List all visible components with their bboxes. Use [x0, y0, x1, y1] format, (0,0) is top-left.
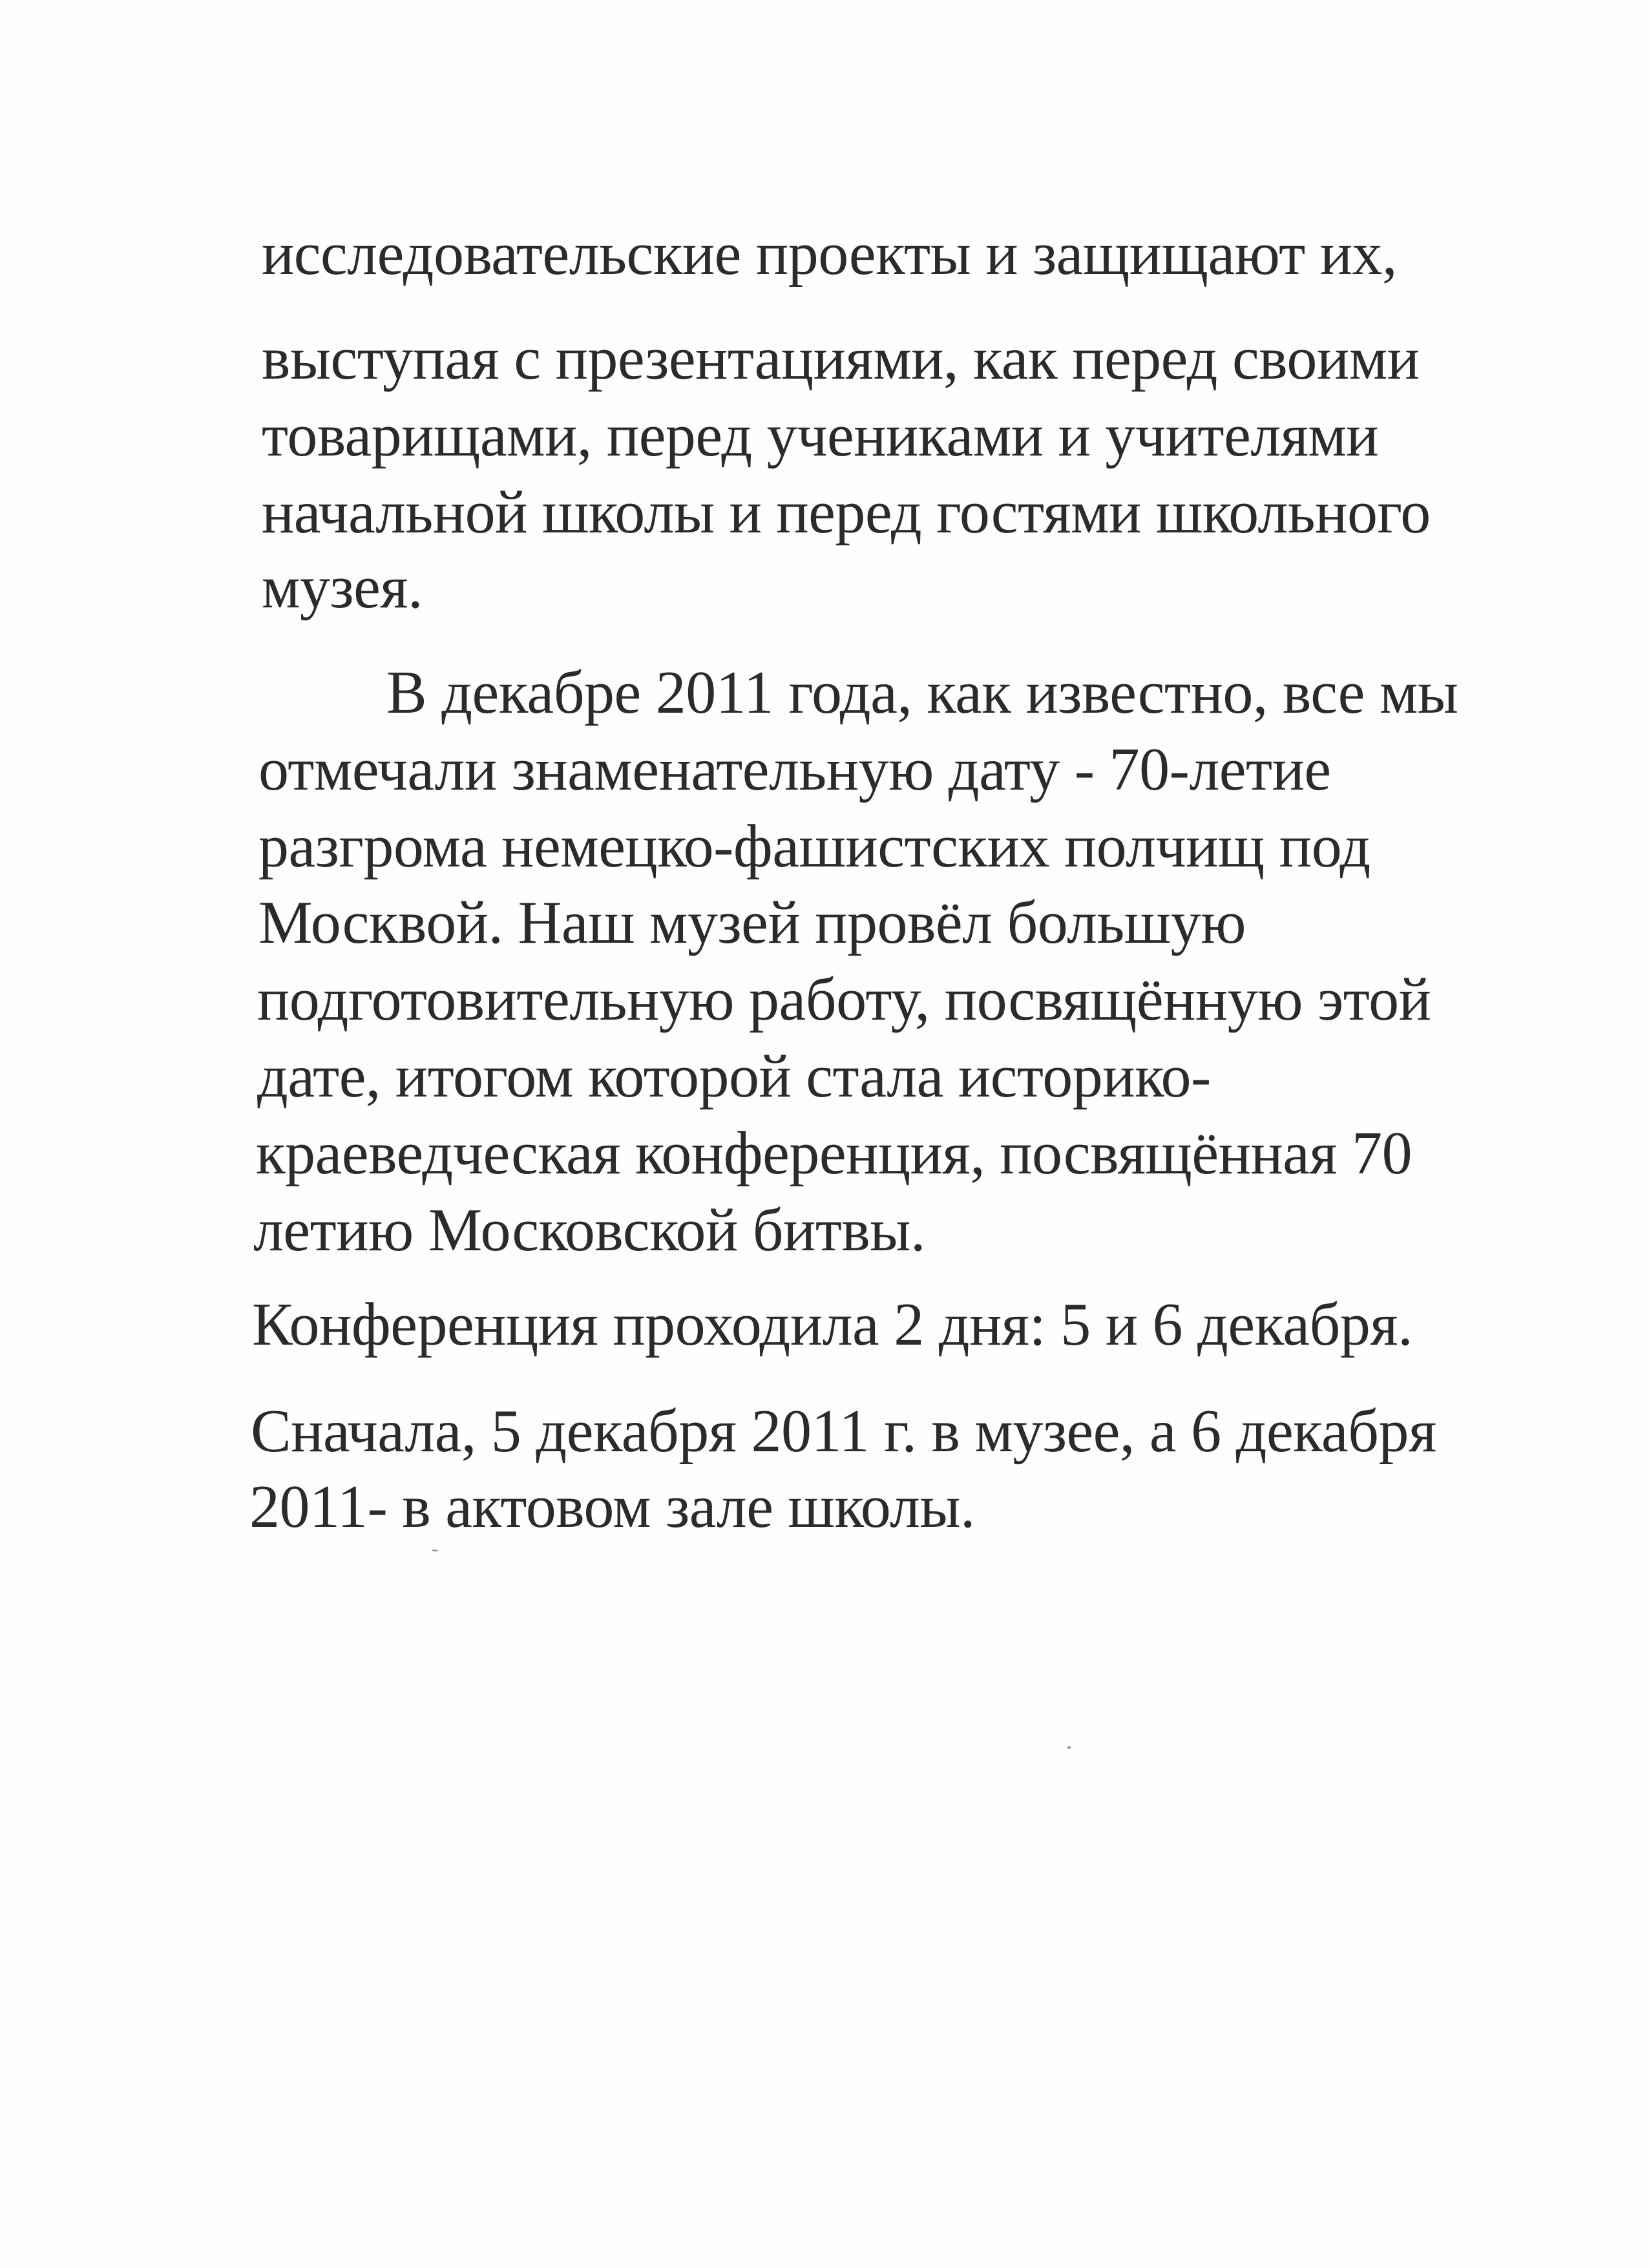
text-line-13: летию Московской битвы.: [253, 1197, 925, 1264]
text-line-3: товарищами, перед учениками и учителями: [262, 402, 1379, 469]
scan-speck: [1067, 1746, 1071, 1749]
text-line-15: Сначала, 5 декабря 2011 г. в музее, а 6 декабря: [251, 1398, 1436, 1465]
text-line-5: музея.: [262, 554, 423, 621]
text-line-11: дате, итогом которой стала историко-: [257, 1043, 1211, 1110]
text-line-14: Конференция проходила 2 дня: 5 и 6 декабря.: [252, 1291, 1413, 1358]
text-line-2: выступая с презентациями, как перед своими: [262, 325, 1420, 392]
text-line-12: краеведческая конференция, посвящённая 70: [256, 1120, 1413, 1187]
text-line-9: Москвой. Наш музей провёл большую: [258, 889, 1246, 956]
text-line-16: 2011- в актовом зале школы.: [249, 1473, 976, 1540]
text-line-10: подготовительную работу, посвящённую этой: [257, 966, 1431, 1033]
text-line-4: начальной школы и перед гостями школьного: [262, 479, 1431, 546]
scan-speck: [432, 1549, 438, 1551]
text-line-8: разгрома немецко-фашистских полчищ под: [258, 813, 1371, 880]
text-line-6: В декабре 2011 года, как известно, все мы: [386, 659, 1458, 726]
text-line-7: отмечали знаменательную дату - 70-летие: [258, 736, 1331, 803]
text-line-1: исследовательские проекты и защищают их,: [262, 220, 1398, 288]
